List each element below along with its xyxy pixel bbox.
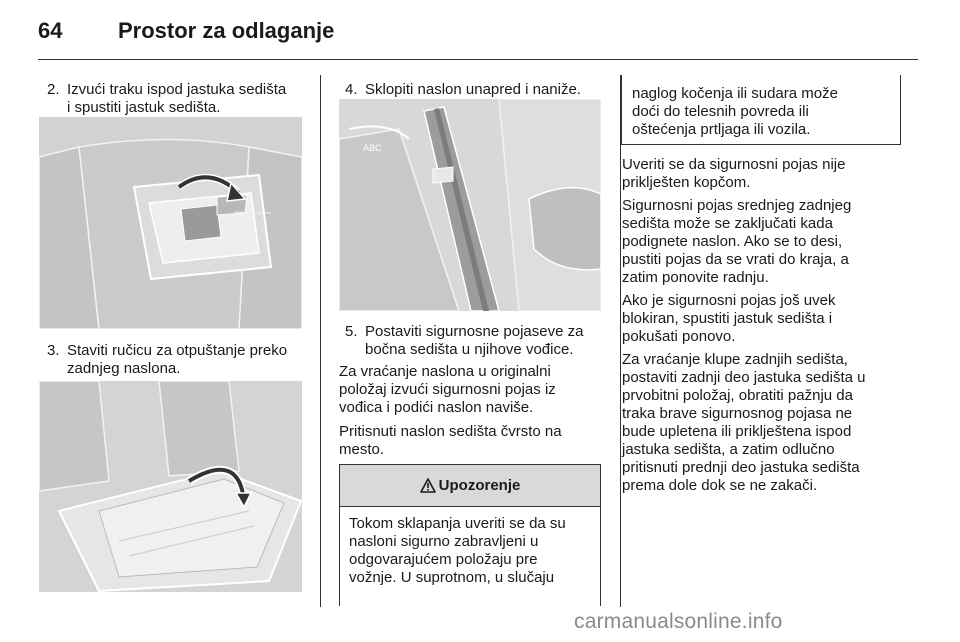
paragraph-line: jastuka sedišta, a zatim odlučno bbox=[622, 441, 835, 458]
column-divider-2 bbox=[620, 75, 621, 607]
paragraph-line: postaviti zadnji deo jastuka sedišta u bbox=[622, 369, 866, 386]
release-lever-drawing bbox=[39, 381, 302, 592]
paragraph-line: sedišta može se zaključati kada bbox=[622, 215, 833, 232]
fold-backrest-drawing bbox=[339, 99, 601, 311]
warning-triangle-icon bbox=[420, 478, 436, 493]
step-line: bočna sedišta u njihove vođice. bbox=[365, 341, 574, 358]
step-text bbox=[67, 342, 287, 378]
step-number: 3. bbox=[47, 342, 60, 359]
paragraph-line: prema dole dok se ne zakači. bbox=[622, 477, 818, 494]
step-line: zadnjeg naslona. bbox=[67, 360, 181, 377]
illustration-release-lever bbox=[39, 381, 302, 592]
paragraph-restore-backrest bbox=[339, 363, 609, 417]
step-number: 2. bbox=[47, 81, 60, 98]
step-5 bbox=[345, 323, 610, 359]
warning-line: Tokom sklapanja uveriti se da su bbox=[349, 515, 566, 532]
paragraph-line: zatim ponovite radnju. bbox=[622, 269, 769, 286]
paragraph-line: Uveriti se da sigurnosni pojas nije bbox=[622, 156, 846, 173]
warning-body bbox=[349, 515, 566, 587]
illustration-seat-strap bbox=[39, 117, 302, 329]
paragraph-line: Ako je sigurnosni pojas još uvek bbox=[622, 292, 836, 309]
step-line: i spustiti jastuk sedišta. bbox=[67, 99, 221, 116]
step-3 bbox=[47, 342, 312, 378]
page-number: 64 bbox=[38, 18, 63, 43]
warning-line: doći do telesnih povreda ili bbox=[632, 103, 809, 120]
warning-line: nasloni sigurno zabravljeni u bbox=[349, 533, 539, 550]
paragraph-line: Pritisnuti naslon sedišta čvrsto na bbox=[339, 423, 562, 440]
paragraph-middle-belt bbox=[622, 197, 922, 287]
step-line: Sklopiti naslon unapred i naniže. bbox=[365, 81, 581, 98]
paragraph-line: pustiti pojas da se vrati do kraja, a bbox=[622, 251, 849, 268]
paragraph-line: podignete naslon. Ako se to desi, bbox=[622, 233, 843, 250]
watermark: carmanualsonline.info bbox=[574, 610, 783, 633]
paragraph-press-backrest bbox=[339, 423, 609, 459]
paragraph-line: blokiran, spustiti jastuk sedišta i bbox=[622, 310, 833, 327]
column-divider-1 bbox=[320, 75, 321, 607]
step-4 bbox=[345, 81, 610, 99]
warning-line: vožnje. U suprotnom, u slučaju bbox=[349, 569, 555, 586]
paragraph-line: bude upletena ili priklještena ispod bbox=[622, 423, 852, 440]
page-title: Prostor za odlaganje bbox=[118, 18, 335, 43]
paragraph-line: priklješten kopčom. bbox=[622, 174, 751, 191]
paragraph-line: Sigurnosni pojas srednjeg zadnjeg bbox=[622, 197, 852, 214]
paragraph-line: prvobitni položaj, obratiti pažnju da bbox=[622, 387, 853, 404]
step-text bbox=[365, 81, 581, 99]
paragraph-line: vođica i podići naslon naviše. bbox=[339, 399, 534, 416]
step-text bbox=[67, 81, 286, 117]
seat-strap-drawing bbox=[39, 117, 302, 329]
header-rule bbox=[38, 59, 918, 60]
paragraph-line: položaj izvući sigurnosni pojas iz bbox=[339, 381, 556, 398]
paragraph-belt-blocked bbox=[622, 292, 922, 346]
page-header bbox=[0, 0, 960, 60]
step-text bbox=[365, 323, 583, 359]
paragraph-restore-bench bbox=[622, 351, 932, 495]
warning-continued-body bbox=[632, 85, 838, 139]
warning-header bbox=[340, 465, 600, 507]
paragraph-line: pokušati ponovo. bbox=[622, 328, 736, 345]
paragraph-line: Za vraćanje klupe zadnjih sedišta, bbox=[622, 351, 848, 368]
warning-title: Upozorenje bbox=[438, 477, 521, 494]
step-number: 4. bbox=[345, 81, 358, 98]
paragraph-line: mesto. bbox=[339, 441, 385, 458]
warning-line: oštećenja prtljaga ili vozila. bbox=[632, 121, 811, 138]
step-number: 5. bbox=[345, 323, 358, 340]
paragraph-line: traka brave sigurnosnog pojasa ne bbox=[622, 405, 853, 422]
warning-box bbox=[339, 464, 601, 606]
step-line: Postaviti sigurnosne pojaseve za bbox=[365, 323, 584, 340]
step-line: Staviti ručicu za otpuštanje preko bbox=[67, 342, 288, 359]
step-line: Izvući traku ispod jastuka sedišta bbox=[67, 81, 287, 98]
warning-line: odgovarajućem položaju pre bbox=[349, 551, 538, 568]
paragraph-line: pritisnuti prednji deo jastuka sedišta bbox=[622, 459, 860, 476]
paragraph-line: Za vraćanje naslona u originalni bbox=[339, 363, 551, 380]
step-2 bbox=[47, 81, 312, 117]
paragraph-belt-check bbox=[622, 156, 922, 192]
illustration-fold-backrest bbox=[339, 99, 601, 311]
warning-box-continued bbox=[621, 75, 901, 145]
warning-line: naglog kočenja ili sudara može bbox=[632, 85, 838, 102]
illustration-label: ABC bbox=[363, 143, 382, 153]
